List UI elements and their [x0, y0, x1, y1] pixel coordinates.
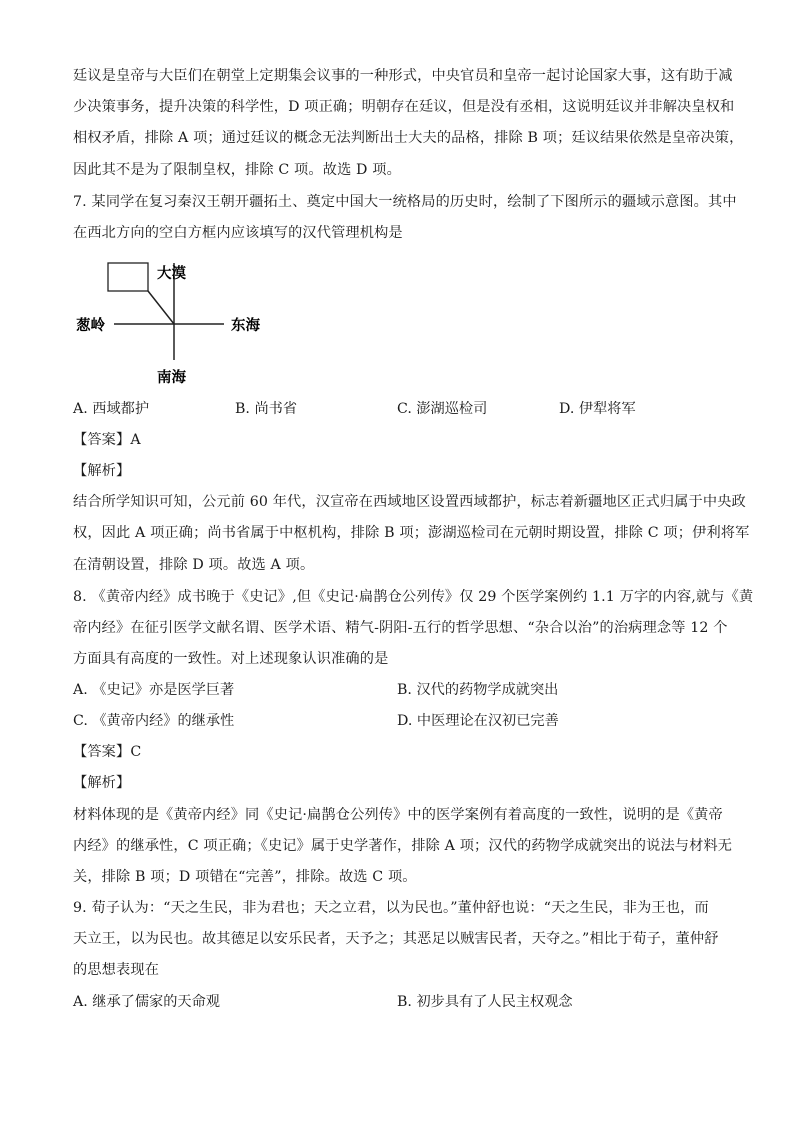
q7-option-b: B. 尚书省: [235, 401, 298, 417]
q8-option-c: C. 《黄帝内经》的继承性: [73, 713, 235, 729]
q9-option-b: B. 初步具有了人民主权观念: [397, 994, 573, 1010]
q7-analysis-line: 权，因此 A 项正确；尚书省属于中枢机构，排除 B 项；澎湖巡检司在元朝时期设置，排除 C 项；伊利将军: [73, 525, 750, 541]
q8-answer: 【答案】C: [73, 744, 142, 760]
q7-option-d: D. 伊犁将军: [559, 401, 636, 417]
map-label-west: 葱岭: [76, 318, 105, 334]
q8-stem-line: 8. 《黄帝内经》成书晚于《史记》,但《史记·扁鹊仓公列传》仅 29 个医学案例约 1.1 万字的内容,就与《黄: [73, 589, 754, 605]
map-label-east: 东海: [231, 318, 260, 334]
q8-option-a: A. 《史记》亦是医学巨著: [73, 682, 235, 698]
q8-analysis-line: 关，排除 B 项；D 项错在“完善”，排除。故选 C 项。: [73, 869, 417, 885]
q7-stem-line: 7. 某同学在复习秦汉王朝开疆拓土、奠定中国大一统格局的历史时，绘制了下图所示的疆域示意图。其中: [73, 194, 737, 210]
northwest-pointer: [148, 291, 174, 324]
q8-analysis-label: 【解析】: [73, 775, 131, 791]
q7-analysis-line: 在清朝设置，排除 D 项。故选 A 项。: [73, 557, 315, 573]
q7-analysis-line: 结合所学知识可知，公元前 60 年代，汉宣帝在西域地区设置西域都护，标志着新疆地区正式归属于中央政: [73, 494, 746, 510]
q6-analysis-line: 相权矛盾，排除 A 项；通过廷议的概念无法判断出士大夫的品格，排除 B 项；廷议结果依然是皇帝决策，: [73, 130, 744, 146]
q7-answer: 【答案】A: [73, 432, 141, 448]
map-label-south: 南海: [157, 370, 186, 386]
map-label-north: 大漠: [157, 266, 186, 282]
q8-stem-line: 帝内经》在征引医学文献名谓、医学术语、精气-阴阳-五行的哲学思想、“杂合以治”的治病理念等 12 个: [73, 620, 728, 636]
blank-box: [108, 263, 148, 291]
q8-option-d: D. 中医理论在汉初已完善: [397, 713, 559, 729]
q7-analysis-label: 【解析】: [73, 463, 131, 479]
q6-analysis-line: 少决策事务，提升决策的科学性，D 项正确；明朝存在廷议，但是没有丞相，这说明廷议并非解决皇权和: [73, 99, 735, 115]
q7-option-c: C. 澎湖巡检司: [397, 401, 488, 417]
q6-analysis-line: 因此其不是为了限制皇权，排除 C 项。故选 D 项。: [73, 162, 401, 178]
q8-analysis-line: 材料体现的是《黄帝内经》同《史记·扁鹊仓公列传》中的医学案例有着高度的一致性，说明的是《黄帝: [73, 807, 723, 823]
q9-stem-line: 9. 荀子认为：“天之生民，非为君也；天之立君，以为民也。”董仲舒也说：“天之生民，非为王也，而: [73, 900, 709, 916]
q9-option-a: A. 继承了儒家的天命观: [73, 994, 220, 1010]
q8-option-b: B. 汉代的药物学成就突出: [397, 682, 559, 698]
q9-stem-line: 天立王，以为民也。故其德足以安乐民者，天予之；其恶足以贼害民者，天夺之。”相比于荀子，董仲舒: [73, 931, 719, 947]
q7-stem-line: 在西北方向的空白方框内应该填写的汉代管理机构是: [73, 225, 403, 241]
q7-option-a: A. 西域都护: [73, 401, 150, 417]
q9-stem-line: 的思想表现在: [73, 962, 160, 978]
territory-map-diagram: [72, 258, 272, 388]
territory-map-svg: [72, 258, 272, 388]
q8-stem-line: 方面具有高度的一致性。对上述现象认识准确的是: [73, 651, 389, 667]
q6-analysis-line: 廷议是皇帝与大臣们在朝堂上定期集会议事的一种形式，中央官员和皇帝一起讨论国家大事，这有助于减: [73, 68, 733, 84]
q8-analysis-line: 内经》的继承性，C 项正确；《史记》属于史学著作，排除 A 项；汉代的药物学成就突出的说法与材料无: [73, 838, 733, 854]
